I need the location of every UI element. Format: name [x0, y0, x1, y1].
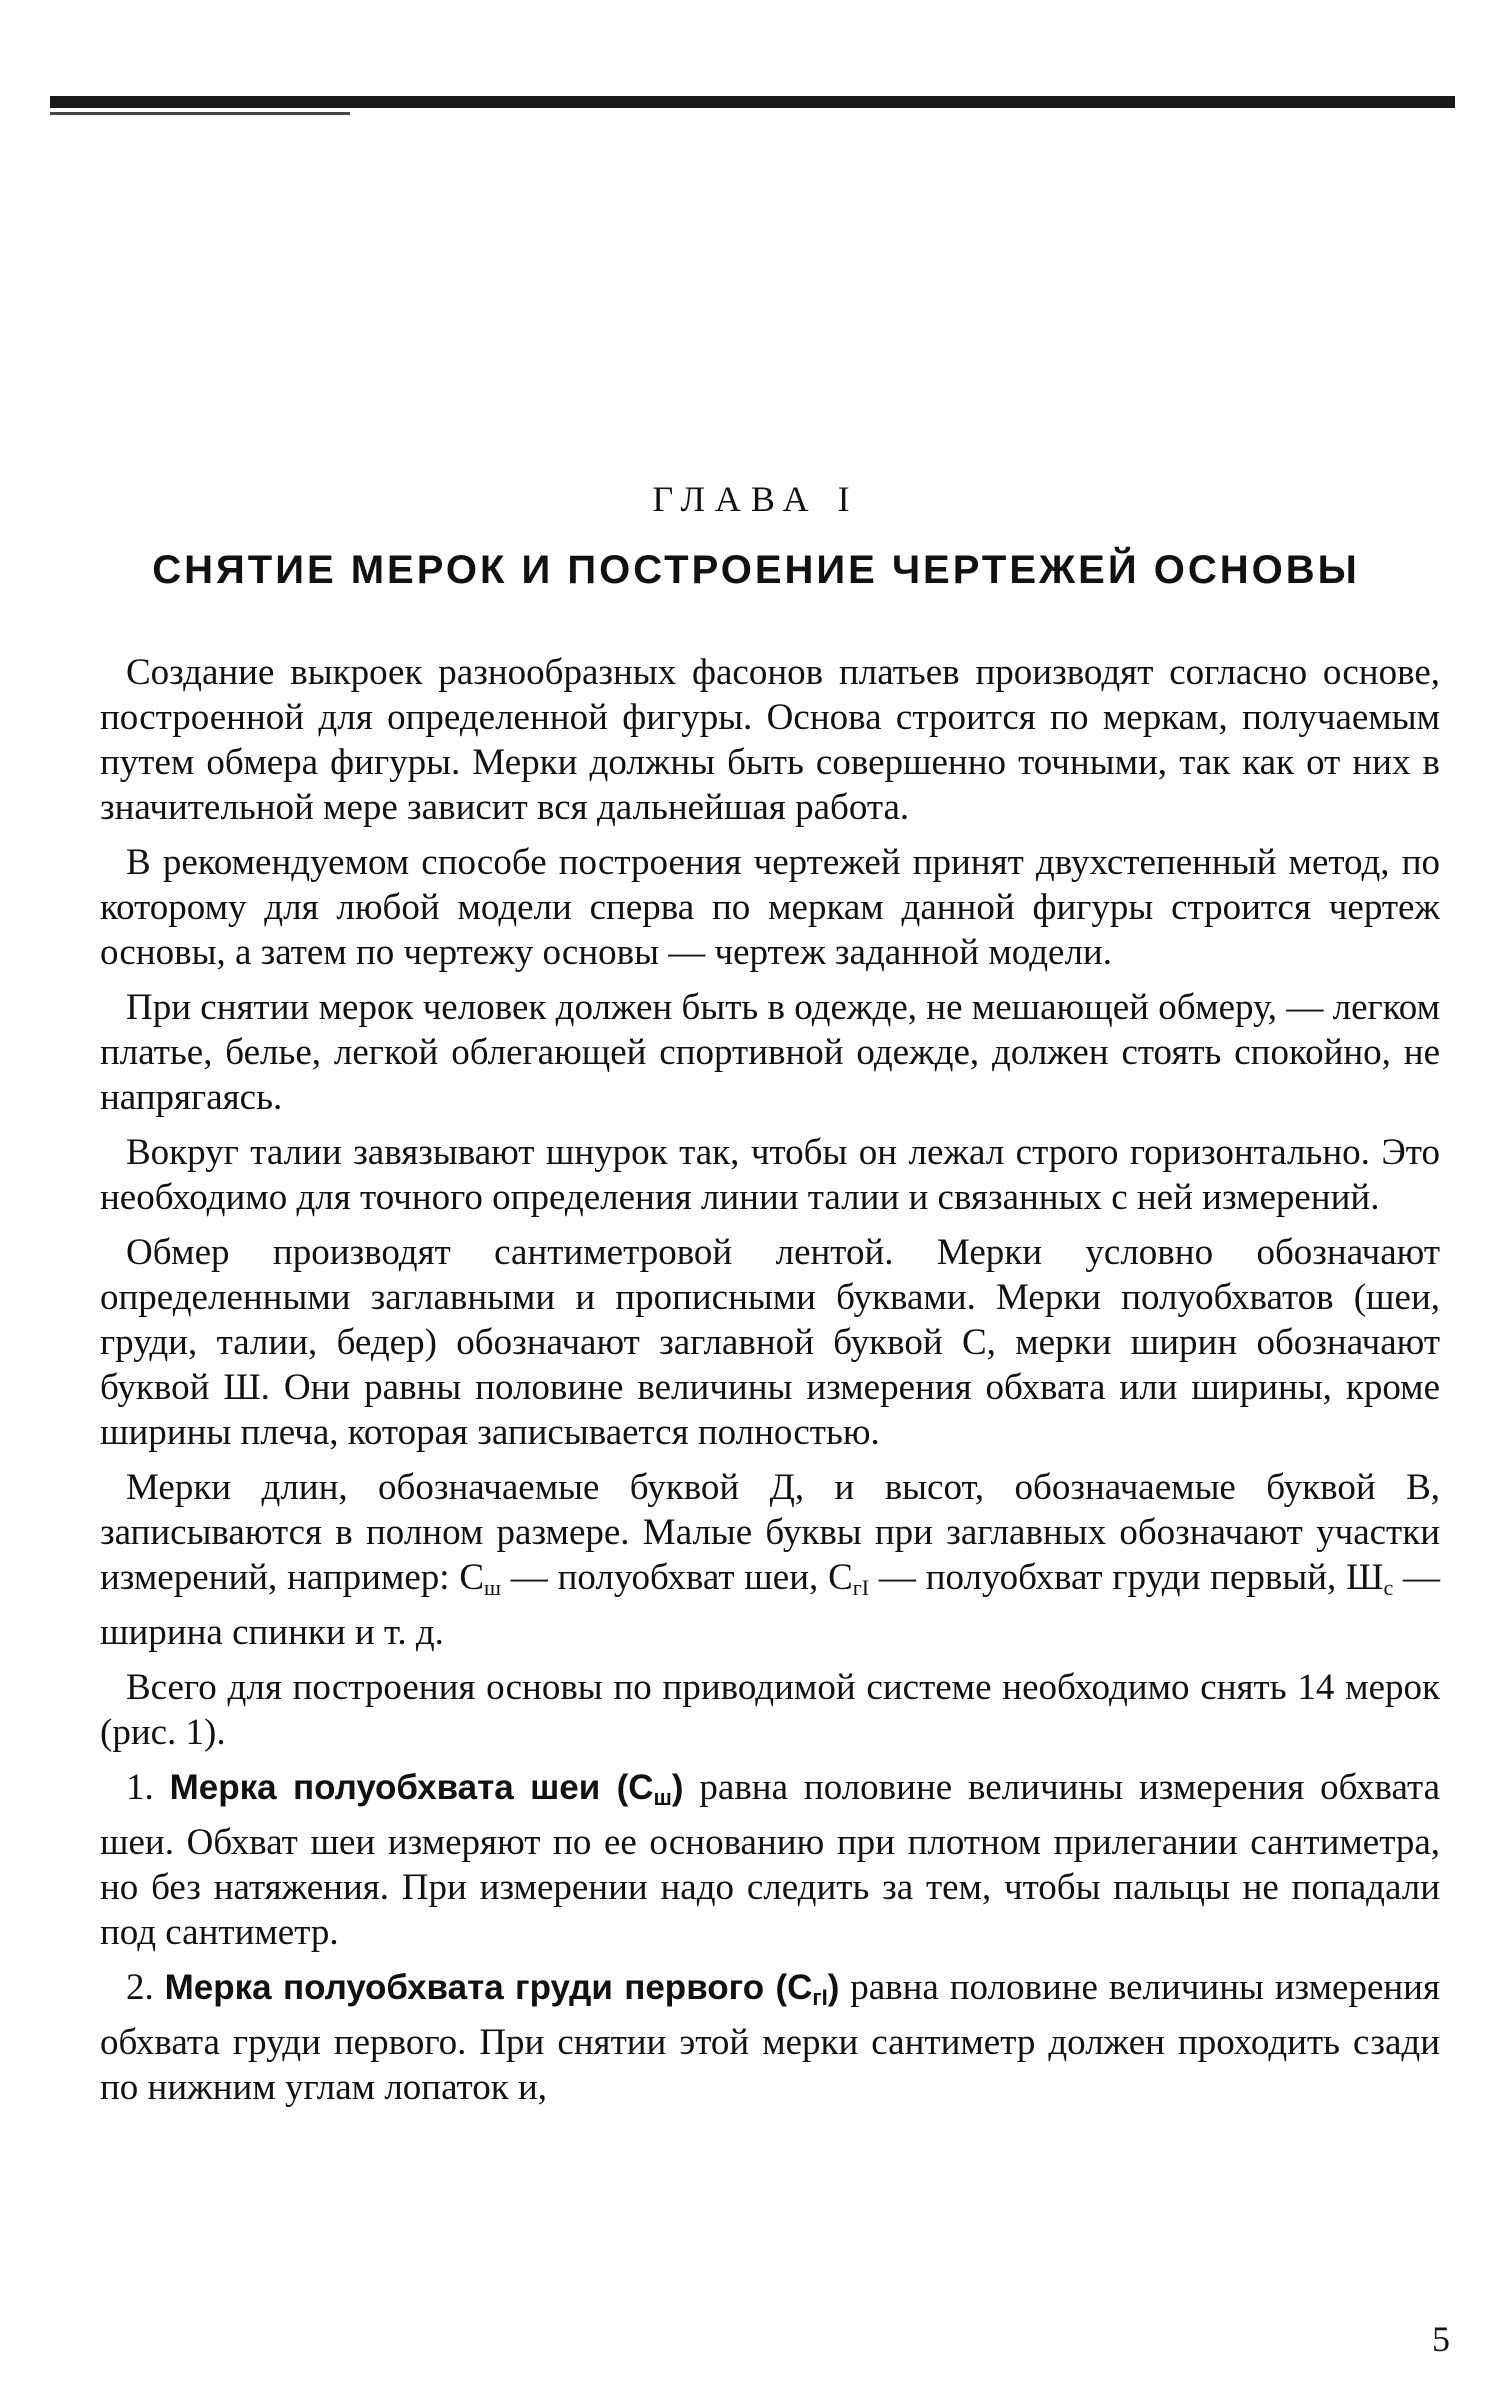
item-1-term-text: Мерка полуобхвата шеи (С [169, 1768, 654, 1807]
paragraph-5: Обмер производят сантиметровой лентой. Мерки условно обозначают определенными заглавными и прописными буквами. Мерки полуобхватов (шеи, груди, талии, бедер) обозначают заглавной буквой С, мерки ширин обозначают буквой Ш. Они равны половине величины измерения обхвата или ширины, кроме ширины плеча, которая записывается полностью. [100, 1232, 1440, 1453]
paragraph-6-text-b: — полуобхват шеи, С [501, 1557, 853, 1598]
paragraph-6 [100, 1465, 1440, 1655]
item-2-term-close: ) [827, 1968, 840, 2007]
item-1-text: равна половине величины измерения обхвата шеи. Обхват шеи измеряют по ее основанию при плотном прилегании сантиметра, но без натяжения. При измерении надо следить за тем, чтобы пальцы не попадали под сантиметр. [100, 1767, 1441, 1953]
item-2-term-subscript: гI [812, 1985, 828, 2010]
item-2-number: 2. [126, 1967, 165, 2008]
paragraph-6-text-d: — ширина спинки и т. д. [100, 1557, 1441, 1653]
paragraph-1: Создание выкроек разнообразных фасонов платьев производят согласно основе, построенной для определенной фигуры. Основа строится по меркам, получаемым путем обмера фигуры. Мерки должны быть совершенно точными, так как от них в значительной мере зависит вся дальнейшая работа. [100, 652, 1440, 828]
item-2-term-text: Мерка полуобхвата груди первого (С [164, 1968, 813, 2007]
paragraph-7: Всего для построения основы по приводимой системе необходимо снять 14 мерок (рис. 1). [100, 1667, 1440, 1753]
item-1-term-close: ) [671, 1768, 684, 1807]
paragraph-3: При снятии мерок человек должен быть в одежде, не мешающей обмеру, — легком платье, белье, легкой облегающей спортивной одежде, должен стоять спокойно, не напрягаясь. [100, 987, 1440, 1118]
item-2-text: равна половине величины измерения обхвата груди первого. При снятии этой мерки сантиметр должен проходить сзади по нижним углам лопаток и, [100, 1967, 1441, 2108]
subscript-sh: ш [484, 1575, 501, 1600]
paragraph-4: Вокруг талии завязывают шнурок так, чтобы он лежал строго горизонтально. Это необходимо для точного определения линии талии и связанных с ней измерений. [100, 1132, 1440, 1218]
item-1-term-subscript: ш [653, 1785, 672, 1810]
item-2-term [164, 1968, 840, 2010]
top-rule [50, 96, 1455, 108]
item-1-number: 1. [126, 1767, 170, 1808]
paragraph-2: В рекомендуемом способе построения чертежей принят двухстепенный метод, по которому для любой модели сперва по меркам данной фигуры строится чертеж основы, а затем по чертежу основы — чертеж заданной модели. [100, 842, 1440, 973]
paragraph-9 [100, 1965, 1440, 2110]
item-1-term [169, 1768, 684, 1810]
subscript-s: с [1383, 1575, 1394, 1600]
chapter-title: СНЯТИЕ МЕРОК И ПОСТРОЕНИЕ ЧЕРТЕЖЕЙ ОСНОВЫ [152, 548, 1360, 592]
page-number: 5 [1432, 2319, 1450, 2359]
paragraph-8 [100, 1765, 1440, 1955]
paragraph-6-text-c: — полуобхват груди первый, Ш [869, 1557, 1384, 1598]
chapter-label: ГЛАВА I [652, 479, 860, 519]
top-rule-accent [50, 112, 350, 115]
subscript-gI: гI [852, 1575, 870, 1600]
body-text [100, 650, 1440, 2110]
paragraph-6-text-a: Мерки длин, обозначаемые буквой Д, и высот, обозначаемые буквой В, записываются в полном размере. Малые буквы при заглавных обозначают участки измерений, например: С [100, 1467, 1440, 1598]
